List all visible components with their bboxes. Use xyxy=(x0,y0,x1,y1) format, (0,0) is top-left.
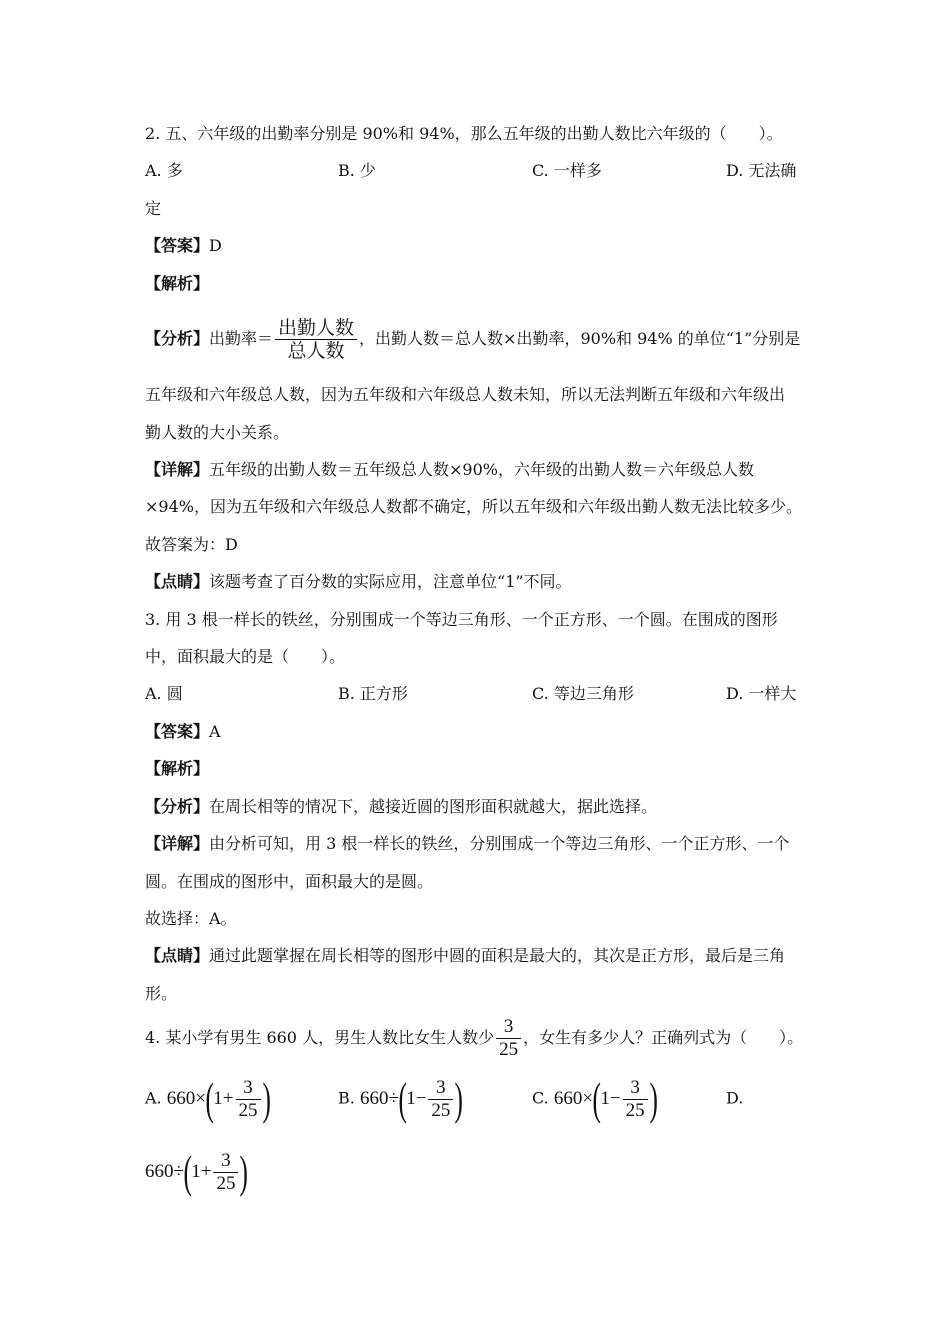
q2-option-d-tail: 定 xyxy=(145,199,162,218)
dianjing-text: 该题考查了百分数的实际应用，注意单位“1”不同。 xyxy=(209,572,572,591)
right-paren: ) xyxy=(239,1146,249,1198)
dianjing-tag: 【点睛】 xyxy=(145,946,210,965)
q4-stem-prefix: 4. 某小学有男生 660 人，男生人数比女生人数少 xyxy=(145,1028,495,1047)
fraction-denominator: 25 xyxy=(625,1099,645,1121)
q4-stem-suffix: ，女生有多少人？正确列式为（ ）。 xyxy=(523,1028,804,1047)
expr-operator: × xyxy=(582,1087,594,1109)
expr-base: 660 xyxy=(359,1087,389,1109)
q2-jiexi-heading: 【解析】 xyxy=(145,274,210,293)
q3-option-a: A. 圆 xyxy=(145,684,183,703)
q4-option-a xyxy=(145,1073,270,1123)
fraction-numerator: 3 xyxy=(428,1077,453,1100)
fraction-numerator: 出勤人数 xyxy=(275,317,357,340)
fraction-numerator: 3 xyxy=(623,1077,648,1100)
q3-jiexi-heading: 【解析】 xyxy=(145,759,210,778)
q2-xiangjie-line2: ×94%，因为五年级和六年级总人数都不确定，所以五年级和六年级出勤人数无法比较多少。 xyxy=(145,497,802,516)
right-paren: ) xyxy=(454,1073,464,1125)
q3-xiangjie xyxy=(145,834,789,854)
right-paren: ) xyxy=(261,1073,271,1125)
q3-answer xyxy=(145,722,221,742)
expr-operator: × xyxy=(195,1087,206,1109)
q4-option-d-label xyxy=(726,1073,743,1123)
q2-option-d: D. 无法确 xyxy=(726,161,797,180)
q3-stem-line2: 中，面积最大的是（ ）。 xyxy=(145,647,346,666)
fraction-denominator: 25 xyxy=(216,1172,236,1194)
q3-dianjing-line2: 形。 xyxy=(145,984,178,1003)
q2-option-c: C. 一样多 xyxy=(532,161,602,180)
answer-tag: 【答案】 xyxy=(145,722,210,741)
left-paren: ( xyxy=(398,1073,407,1125)
expr-operator: ÷ xyxy=(173,1160,184,1182)
q4-option-c xyxy=(532,1073,657,1123)
option-expression xyxy=(553,1073,658,1125)
fenxi-text: 在周长相等的情况下，越接近圆的图形面积就越大，据此选择。 xyxy=(209,797,658,816)
q2-answer xyxy=(145,236,222,256)
expr-fraction xyxy=(623,1077,648,1122)
q3-stem-line1: 3. 用 3 根一样长的铁丝，分别围成一个等边三角形、一个正方形、一个圆。在围成的图形 xyxy=(145,610,778,629)
expr-inner: 1+ xyxy=(213,1087,234,1109)
option-label: C. xyxy=(532,1088,549,1108)
q2-xiangjie xyxy=(145,460,754,480)
option-expression xyxy=(145,1146,249,1198)
q3-conclusion: 故选择：A。 xyxy=(145,909,237,928)
q4-stem-fraction xyxy=(496,1016,521,1061)
xiangjie-tag: 【详解】 xyxy=(145,834,210,853)
q2-stem: 2. 五、六年级的出勤率分别是 90%和 94%，那么五年级的出勤人数比六年级的（ ）。 xyxy=(145,124,783,143)
answer-value: D xyxy=(209,236,222,255)
fenxi-suffix: ，出勤人数＝总人数×出勤率，90%和 94% 的单位“1”分别是 xyxy=(359,329,801,348)
expr-operator: ÷ xyxy=(388,1087,399,1109)
fraction-numerator: 3 xyxy=(496,1016,521,1039)
q2-option-a: A. 多 xyxy=(145,161,183,180)
expr-fraction xyxy=(213,1150,238,1195)
q3-dianjing xyxy=(145,946,785,966)
fraction-denominator: 25 xyxy=(499,1039,519,1060)
fraction-numerator: 3 xyxy=(236,1077,261,1100)
q3-fenxi xyxy=(145,797,657,817)
xiangjie-tag: 【详解】 xyxy=(145,460,210,479)
q4-stem xyxy=(145,1013,803,1063)
dianjing-line1: 通过此题掌握在周长相等的图形中圆的面积是最大的，其次是正方形，最后是三角 xyxy=(209,946,786,965)
attendance-rate-fraction xyxy=(275,317,357,362)
fenxi-tag: 【分析】 xyxy=(145,329,210,348)
expr-inner: 1− xyxy=(406,1087,427,1109)
fraction-denominator: 总人数 xyxy=(287,340,345,362)
left-paren: ( xyxy=(592,1073,601,1125)
option-expression xyxy=(166,1073,271,1125)
option-label: A. xyxy=(145,1088,162,1108)
expr-inner: 1+ xyxy=(191,1160,212,1182)
fraction-denominator: 25 xyxy=(238,1099,258,1121)
q2-fenxi-line3: 勤人数的大小关系。 xyxy=(145,423,290,442)
right-paren: ) xyxy=(649,1073,658,1125)
fenxi-prefix: 出勤率＝ xyxy=(209,329,274,348)
q3-option-c: C. 等边三角形 xyxy=(532,684,634,703)
q2-dianjing xyxy=(145,572,572,592)
left-paren: ( xyxy=(183,1146,192,1198)
left-paren: ( xyxy=(205,1073,214,1125)
q3-option-d: D. 一样大 xyxy=(726,684,797,703)
expr-base: 660 xyxy=(145,1160,174,1182)
q2-fenxi-line2: 五年级和六年级总人数，因为五年级和六年级总人数未知，所以无法判断五年级和六年级出 xyxy=(145,385,786,404)
fenxi-tag: 【分析】 xyxy=(145,797,210,816)
q4-option-d-expression xyxy=(145,1146,248,1196)
option-label: D. xyxy=(726,1088,744,1108)
q4-option-b xyxy=(338,1073,463,1123)
expr-fraction xyxy=(428,1077,453,1122)
q2-option-b: B. 少 xyxy=(338,161,376,180)
expr-inner: 1− xyxy=(600,1087,621,1109)
expr-base: 660 xyxy=(166,1087,196,1109)
answer-value: A xyxy=(209,722,221,741)
answer-tag: 【答案】 xyxy=(145,236,210,255)
expr-base: 660 xyxy=(553,1087,583,1109)
expr-fraction xyxy=(236,1077,261,1122)
option-label: B. xyxy=(338,1088,355,1108)
fraction-numerator: 3 xyxy=(213,1150,238,1173)
q2-conclusion: 故答案为：D xyxy=(145,535,238,554)
fraction-denominator: 25 xyxy=(431,1099,451,1121)
q2-fenxi xyxy=(145,314,800,364)
q3-option-b: B. 正方形 xyxy=(338,684,408,703)
option-expression xyxy=(359,1073,464,1125)
dianjing-tag: 【点睛】 xyxy=(145,572,210,591)
xiangjie-line1: 由分析可知，用 3 根一样长的铁丝，分别围成一个等边三角形、一个正方形、一个 xyxy=(209,834,790,853)
xiangjie-line1: 五年级的出勤人数＝五年级总人数×90%，六年级的出勤人数＝六年级总人数 xyxy=(209,460,754,479)
q3-xiangjie-line2: 圆。在围成的图形中，面积最大的是圆。 xyxy=(145,872,434,891)
